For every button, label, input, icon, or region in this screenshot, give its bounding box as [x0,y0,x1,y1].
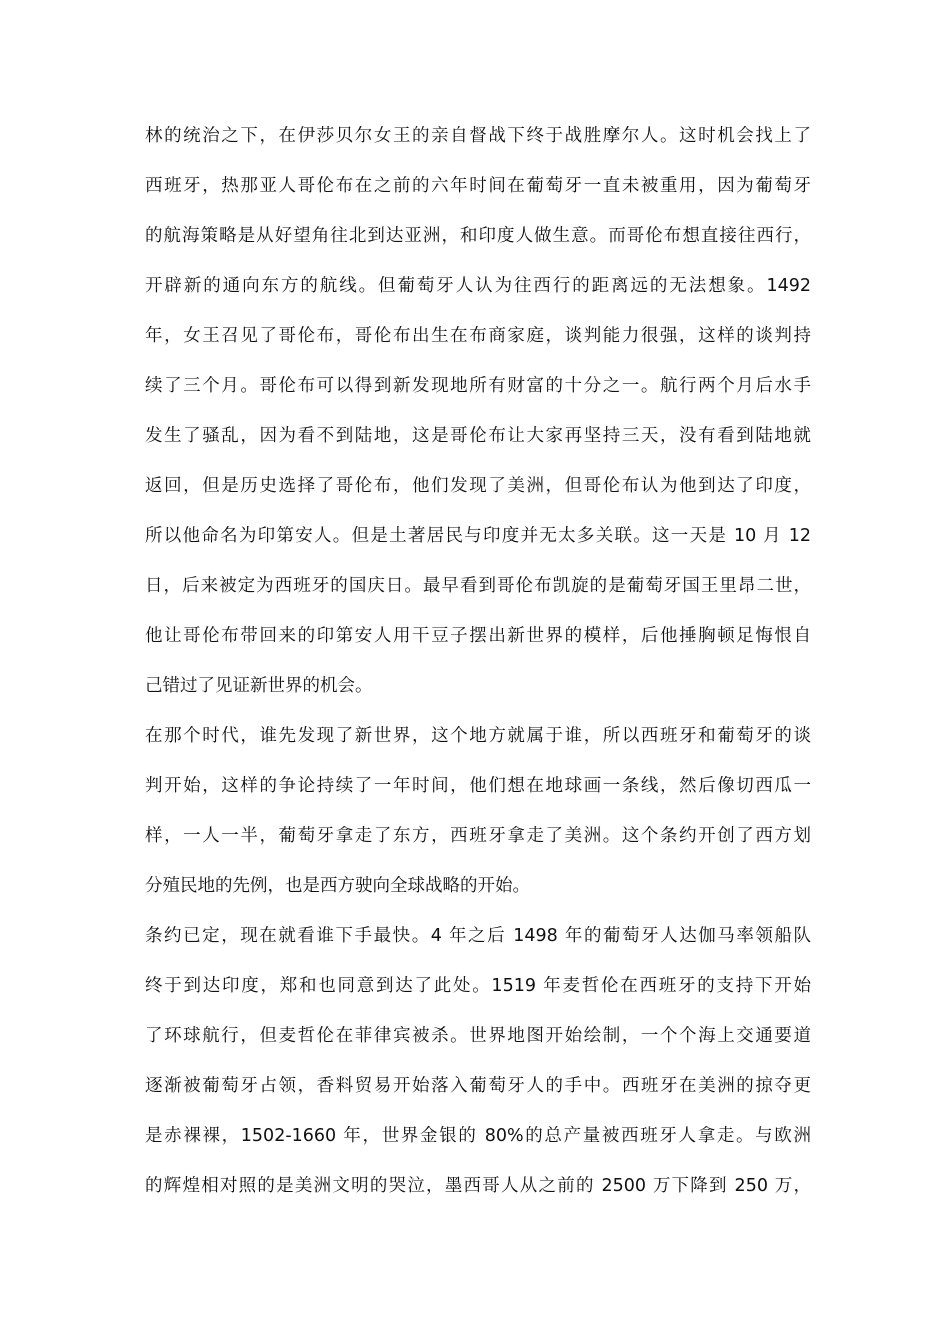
text-line: 条约已定，现在就看谁下手最快。4 年之后 1498 年的葡萄牙人达伽马率领船队 [145,926,811,946]
text-line: 了环球航行，但麦哲伦在菲律宾被杀。世界地图开始绘制，一个个海上交通要道 [145,1026,811,1046]
text-line: 发生了骚乱，因为看不到陆地，这是哥伦布让大家再坚持三天，没有看到陆地就 [145,426,811,446]
text-line: 返回，但是历史选择了哥伦布，他们发现了美洲，但哥伦布认为他到达了印度， [145,476,811,496]
text-line: 终于到达印度，郑和也同意到达了此处。1519 年麦哲伦在西班牙的支持下开始 [145,976,811,996]
text-line: 是赤裸裸，1502-1660 年，世界金银的 80%的总产量被西班牙人拿走。与欧洲 [145,1126,811,1146]
text-line: 林的统治之下，在伊莎贝尔女王的亲自督战下终于战胜摩尔人。这时机会找上了 [145,126,811,146]
text-line: 所以他命名为印第安人。但是土著居民与印度并无太多关联。这一天是 10 月 12 [145,526,811,546]
text-line: 日，后来被定为西班牙的国庆日。最早看到哥伦布凯旋的是葡萄牙国王里昂二世， [145,576,811,596]
text-line: 的航海策略是从好望角往北到达亚洲，和印度人做生意。而哥伦布想直接往西行， [145,226,811,246]
text-line: 续了三个月。哥伦布可以得到新发现地所有财富的十分之一。航行两个月后水手 [145,376,811,396]
text-line: 分殖民地的先例，也是西方驶向全球战略的开始。 [145,876,530,896]
text-line: 西班牙，热那亚人哥伦布在之前的六年时间在葡萄牙一直未被重用，因为葡萄牙 [145,176,811,196]
paragraph [145,711,811,911]
text-line: 他让哥伦布带回来的印第安人用干豆子摆出新世界的模样，后他捶胸顿足悔恨自 [145,626,811,646]
text-line: 年，女王召见了哥伦布，哥伦布出生在布商家庭，谈判能力很强，这样的谈判持 [145,326,811,346]
text-line: 己错过了见证新世界的机会。 [145,676,373,696]
text-line: 在那个时代，谁先发现了新世界，这个地方就属于谁，所以西班牙和葡萄牙的谈 [145,726,811,746]
text-line: 逐渐被葡萄牙占领，香料贸易开始落入葡萄牙人的手中。西班牙在美洲的掠夺更 [145,1076,811,1096]
text-line: 样，一人一半，葡萄牙拿走了东方，西班牙拿走了美洲。这个条约开创了西方划 [145,826,811,846]
text-line: 判开始，这样的争论持续了一年时间，他们想在地球画一条线，然后像切西瓜一 [145,776,811,796]
text-line: 开辟新的通向东方的航线。但葡萄牙人认为往西行的距离远的无法想象。1492 [145,276,811,296]
document-body [145,111,811,1211]
text-line: 的辉煌相对照的是美洲文明的哭泣，墨西哥人从之前的 2500 万下降到 250 万， [145,1176,811,1196]
paragraph [145,911,811,1211]
paragraph [145,111,811,711]
